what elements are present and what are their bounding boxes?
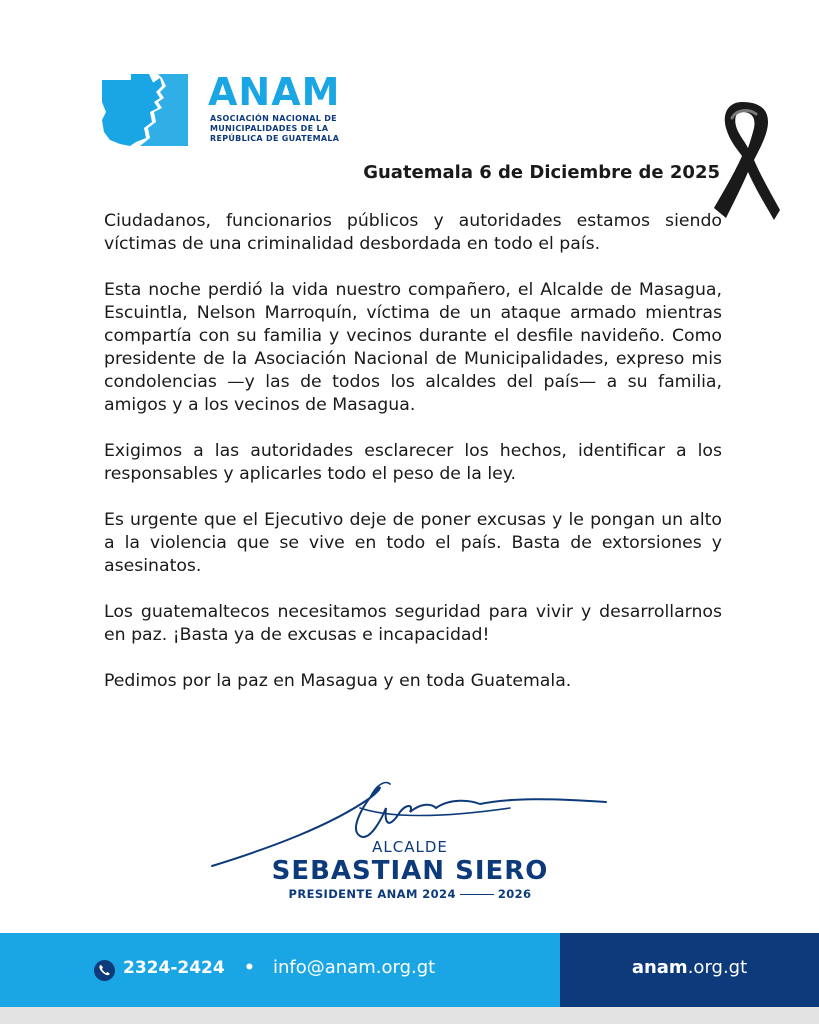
email-link[interactable]: info@anam.org.gt [273, 957, 436, 978]
signature-block [240, 838, 580, 902]
document-date: Guatemala 6 de Diciembre de 2025 [363, 162, 720, 183]
website-rest: .org.gt [687, 957, 748, 978]
footer-contact [0, 933, 560, 1007]
website-link[interactable] [560, 957, 819, 978]
logo-subtitle-line: ASOCIACIÓN NACIONAL DE [210, 114, 337, 123]
logo-subtitle-line: REPÚBLICA DE GUATEMALA [210, 134, 340, 143]
logo-subtitle-line: MUNICIPALIDADES DE LA [210, 124, 329, 133]
role-end: 2026 [497, 887, 532, 901]
guatemala-map-logo-icon [100, 72, 190, 148]
paragraph: Exigimos a las autoridades esclarecer los hechos, identificar a los responsables y aplicarles todo el peso de la ley. [104, 441, 722, 484]
bottom-strip [0, 1007, 819, 1024]
role-start: PRESIDENTE ANAM 2024 [288, 887, 456, 901]
phone-icon [94, 960, 115, 981]
paragraph: Los guatemaltecos necesitamos seguridad para vivir y desarrollarnos en paz. ¡Basta ya de excusas e incapacidad! [104, 602, 722, 645]
paragraph: Ciudadanos, funcionarios públicos y autoridades estamos siendo víctimas de una criminalidad desbordada en todo el país. [104, 211, 722, 254]
anam-logo [100, 70, 370, 150]
statement-body [104, 210, 722, 693]
mourning-ribbon-icon [712, 98, 782, 224]
paragraph: Es urgente que el Ejecutivo deje de poner excusas y le pongan un alto a la violencia que se vive en todo el país. Basta de extorsiones y asesinatos. [104, 510, 722, 576]
logo-wordmark: ANAM [208, 70, 341, 114]
footer [0, 933, 819, 1007]
logo-subtitle [210, 114, 370, 144]
phone-number[interactable]: 2324-2424 [123, 958, 225, 978]
paragraph: Esta noche perdió la vida nuestro compañero, el Alcalde de Masagua, Escuintla, Nelson Marroquín, víctima de un ataque armado mientras compartía con su familia y vecinos durante el desfile navideño. Como presidente de la Asociación Nacional de Municipalidades, expreso mis condolencias —y las de todos los alcaldes del país— a su familia, amigos y a los vecinos de Masagua. [104, 280, 722, 415]
footer-separator: • [244, 958, 255, 978]
website-bold: anam [631, 957, 688, 978]
signer-name: SEBASTIAN SIERO [271, 856, 549, 886]
footer-website [560, 933, 819, 1007]
signer-title: ALCALDE [372, 838, 448, 856]
signer-role [240, 886, 580, 902]
paragraph: Pedimos por la paz en Masagua y en toda Guatemala. [104, 671, 572, 691]
role-dash [460, 894, 494, 895]
